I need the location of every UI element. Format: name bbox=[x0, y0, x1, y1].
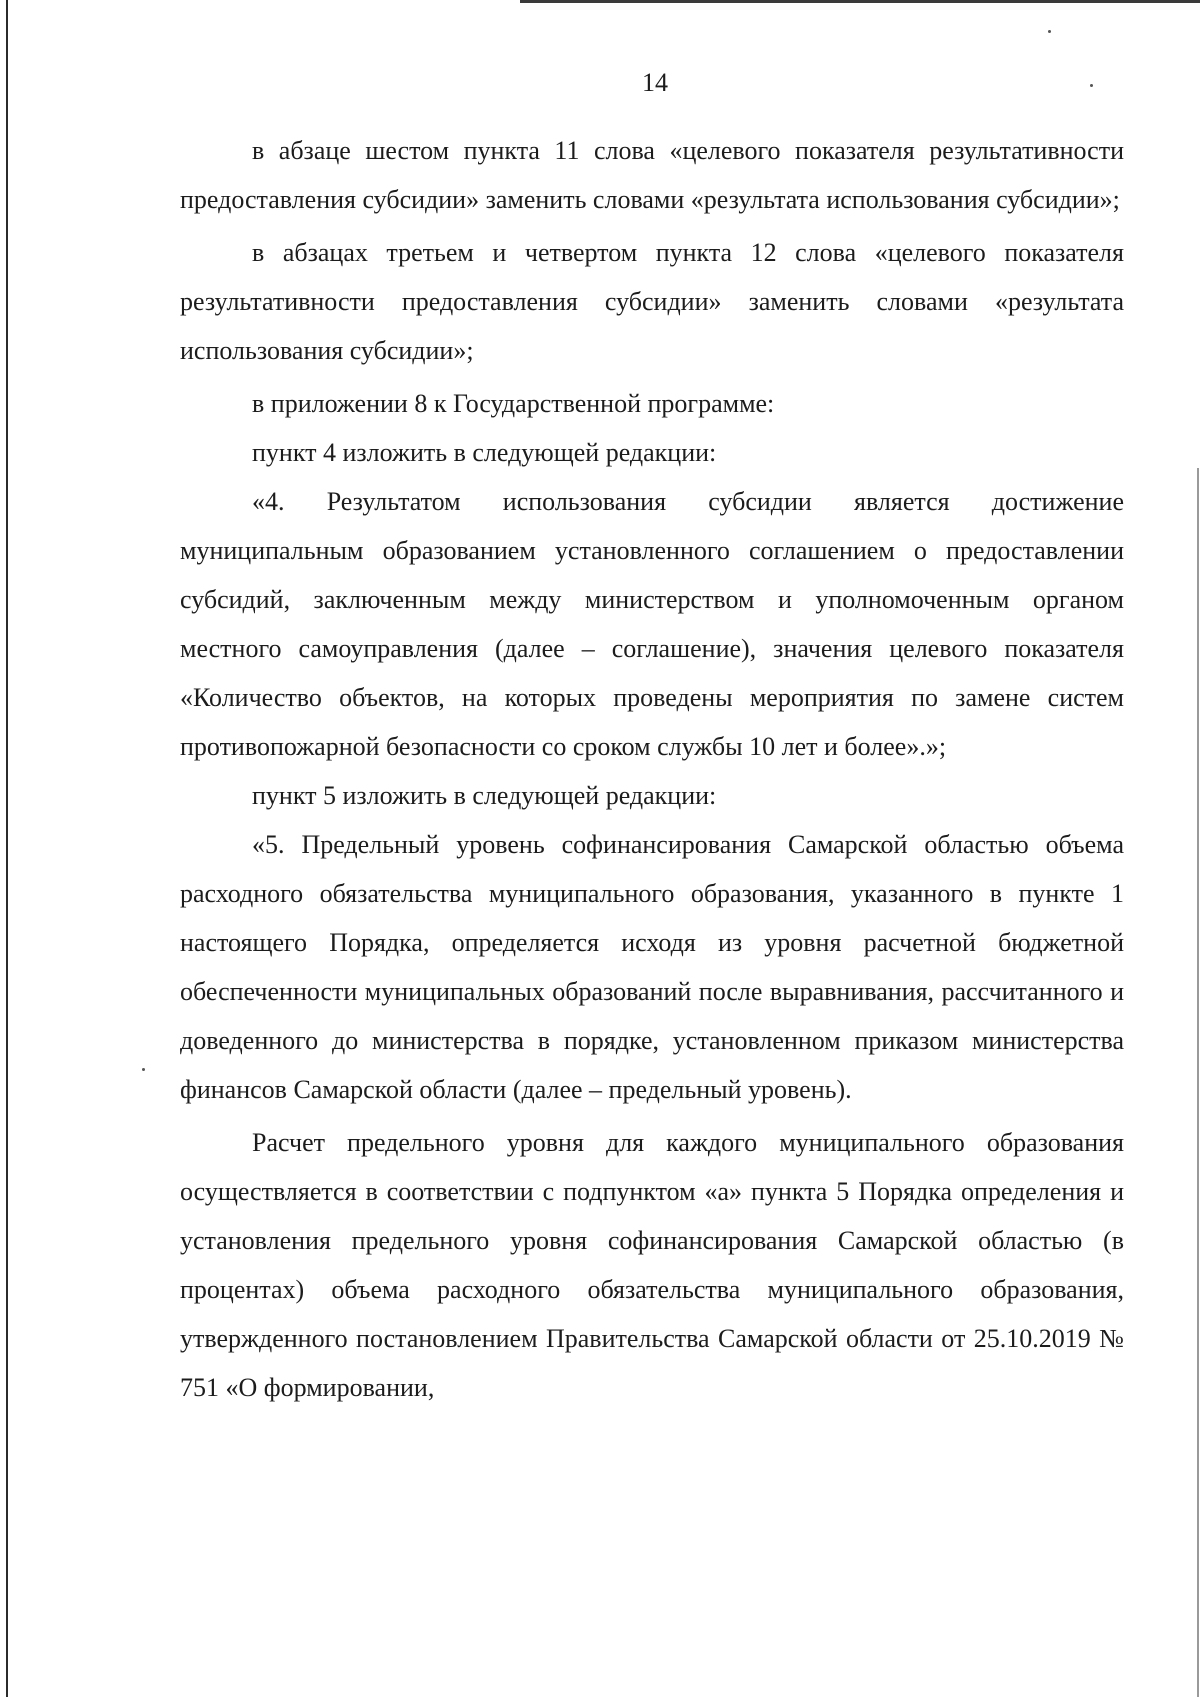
scan-speck bbox=[142, 1068, 145, 1071]
scan-right-edge bbox=[1197, 468, 1199, 1697]
paragraph-1: в абзаце шестом пункта 11 слова «целевого показателя результативности предоставления субсидии» заменить словами «результата использования субсидии»; bbox=[180, 136, 1124, 214]
paragraph-5: «4. Результатом использования субсидии является достижение муниципальным образованием установленного соглашением о предоставлении субсидий, заключенным между министерством и уполномоченным органом местного самоуправления (далее – соглашение), значения целевого показателя «Количество объектов, на которых проведены мероприятия по замене систем противопожарной безопасности со сроком службы 10 лет и более».»; bbox=[180, 487, 1124, 761]
document-body bbox=[180, 126, 1124, 1412]
paragraph-7: «5. Предельный уровень софинансирования Самарской областью объема расходного обязательства муниципального образования, указанного в пункте 1 настоящего Порядка, определяется исходя из уровня расчетной бюджетной обеспеченности муниципальных образований после выравнивания, рассчитанного и доведенного до министерства в порядке, установленном приказом министерства финансов Самарской области (далее – предельный уровень). bbox=[180, 830, 1124, 1104]
paragraph-3: в приложении 8 к Государственной программе: bbox=[252, 389, 775, 418]
page-number: 14 bbox=[642, 68, 668, 97]
paragraph-4: пункт 4 изложить в следующей редакции: bbox=[252, 438, 717, 467]
scan-left-edge bbox=[6, 0, 8, 1697]
paragraph-6: пункт 5 изложить в следующей редакции: bbox=[252, 781, 717, 810]
paragraph-2: в абзацах третьем и четвертом пункта 12 слова «целевого показателя результативности предоставления субсидии» заменить словами «результата использования субсидии»; bbox=[180, 238, 1124, 365]
scan-top-edge bbox=[520, 0, 1200, 3]
paragraph-8: Расчет предельного уровня для каждого муниципального образования осуществляется в соответствии с подпунктом «а» пункта 5 Порядка определения и установления предельного уровня софинансирования Самарской областью (в процентах) объема расходного обязательства муниципального образования, утвержденного постановлением Правительства Самарской области от 25.10.2019 № 751 «О формировании, bbox=[180, 1128, 1124, 1402]
scan-speck bbox=[1048, 30, 1051, 33]
